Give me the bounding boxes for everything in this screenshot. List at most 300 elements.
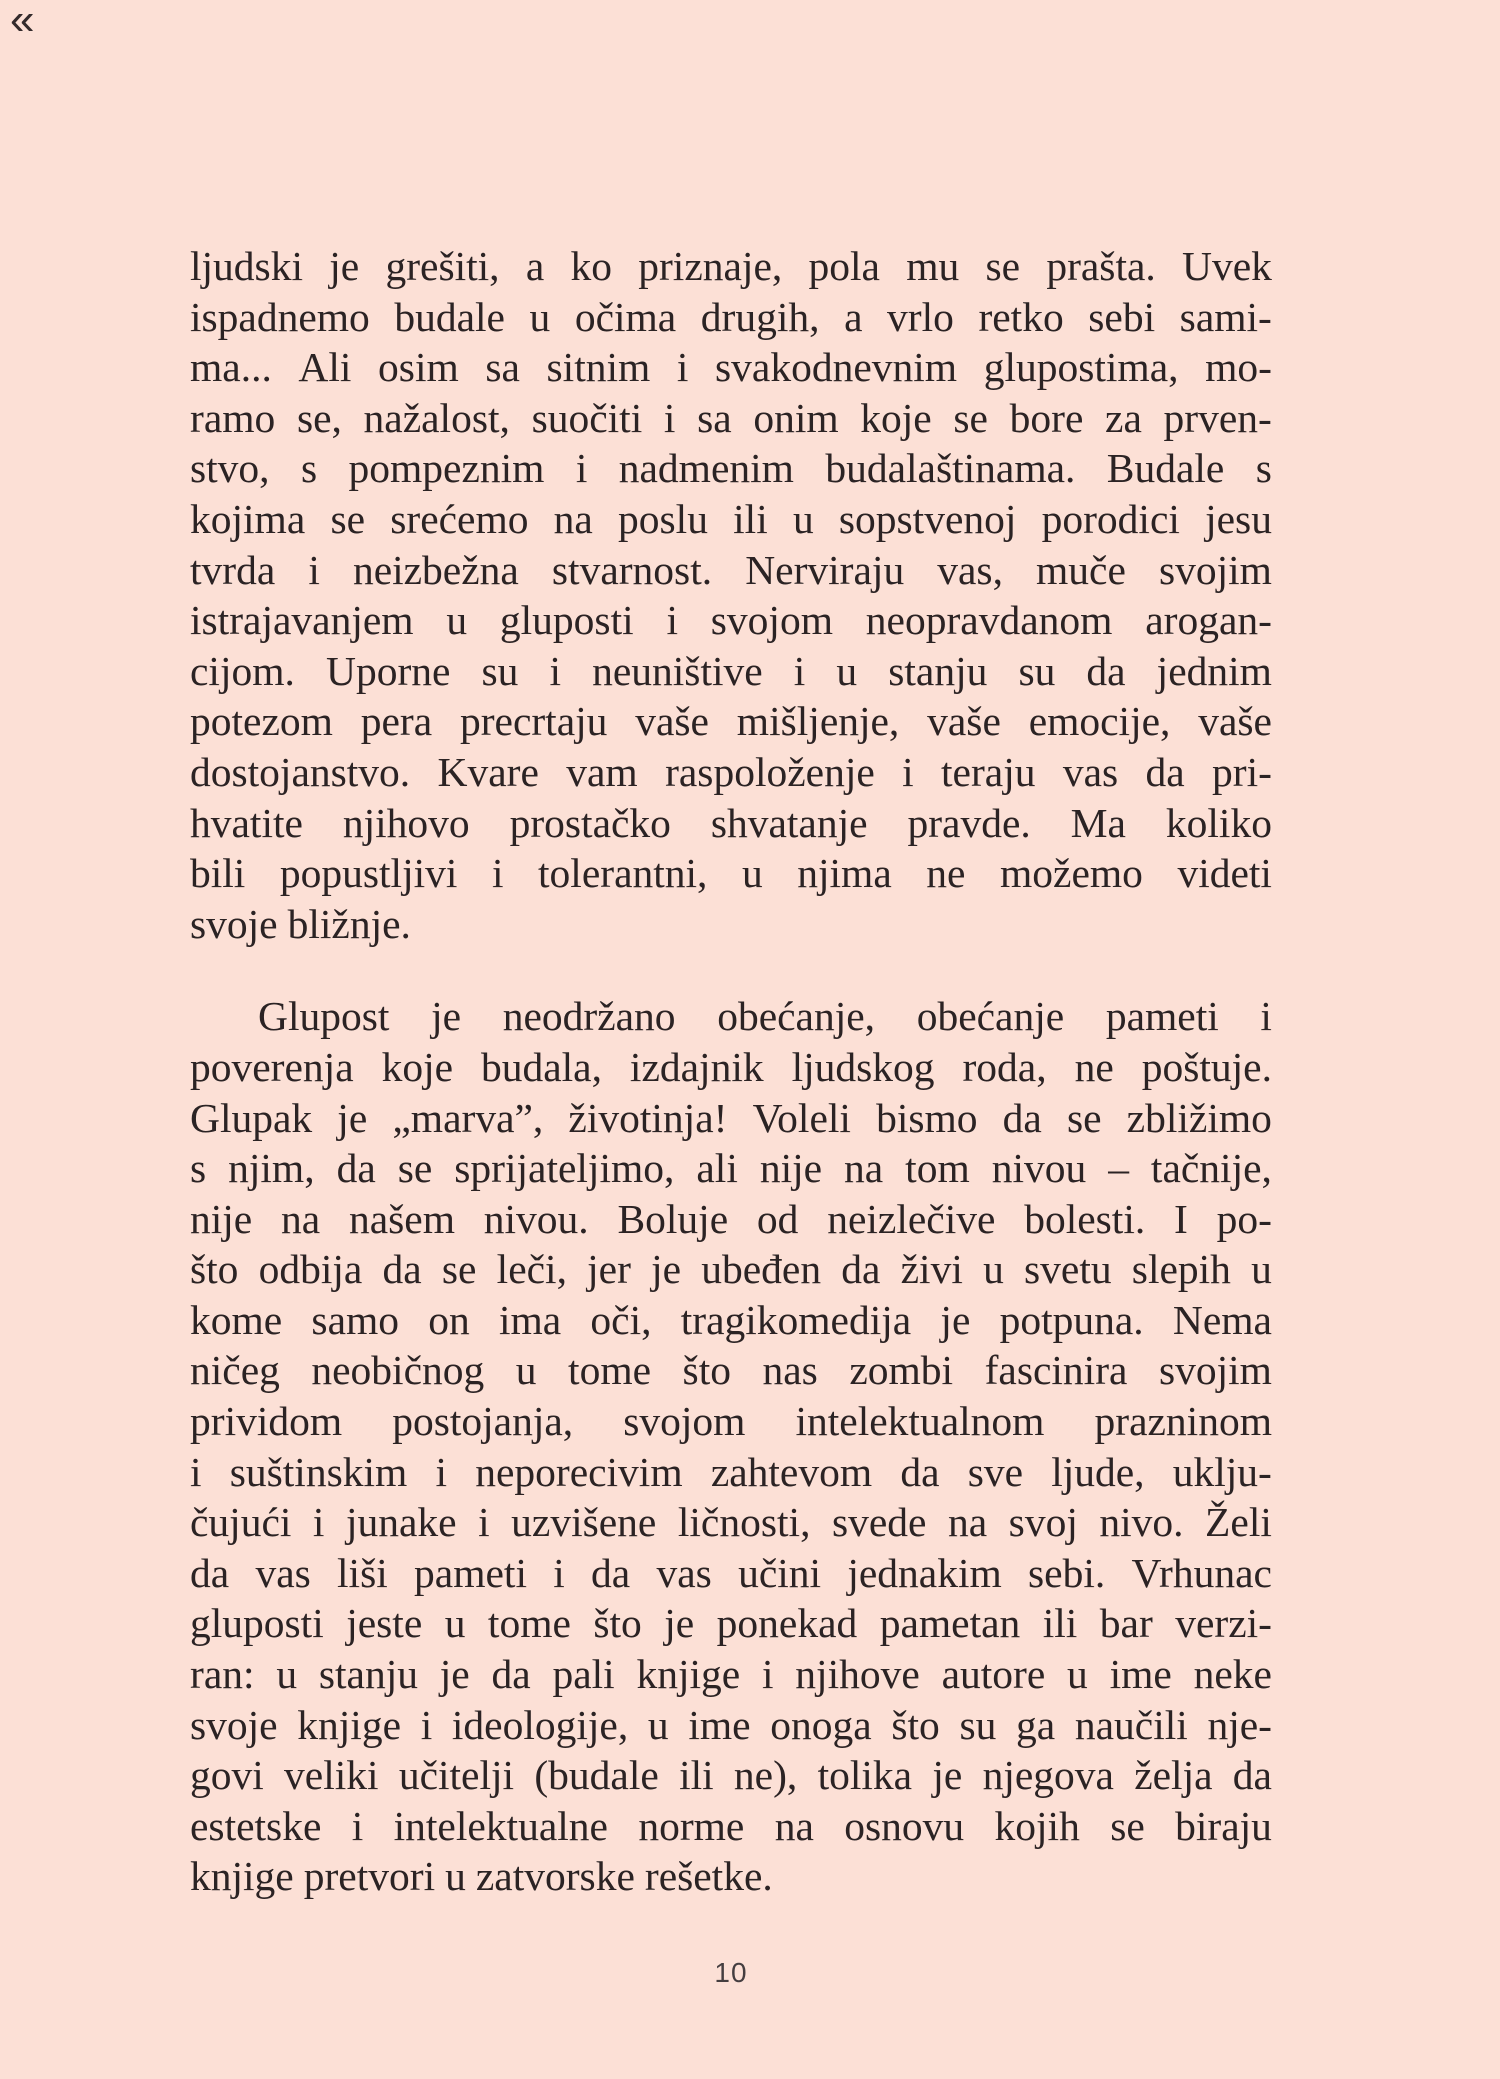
word: od [756,1195,799,1242]
word: nivou. [483,1195,589,1242]
word: verzi- [1175,1600,1272,1647]
word: na [947,1499,988,1546]
word: i [435,1448,448,1495]
word: knjige [297,1701,402,1748]
word: emocije, [1028,698,1171,745]
word: se [953,394,988,441]
word: i [666,597,678,644]
word: prazninom [1094,1398,1272,1445]
word: koje [381,1043,454,1090]
word: ran: [190,1651,255,1698]
word: onim [753,394,839,441]
word: zbližimo [1126,1094,1272,1141]
text-line [190,1497,1272,1548]
word: neporecivim [475,1448,683,1495]
word: kome [190,1296,283,1343]
word: da [336,1145,376,1192]
word: bar [1099,1600,1153,1647]
word: stanju [318,1651,418,1698]
text-line [190,991,1272,1042]
word: svede [831,1499,927,1546]
word: sopstvenoj [838,495,1017,542]
word: njim, [228,1145,315,1192]
word: na [281,1195,321,1242]
word: u [792,495,814,542]
text-line [190,1851,1272,1902]
word: u [515,1347,537,1394]
word: tome [568,1347,652,1394]
word: se [985,243,1021,289]
word: ramo [190,394,276,441]
word: muče [1036,546,1126,593]
word: da [190,1549,230,1596]
word: njegova [982,1752,1114,1799]
word: svojim [1158,546,1272,593]
word: neodržano [502,993,676,1040]
word: onoga [770,1701,872,1748]
word: sprijateljimo, [454,1145,675,1192]
text-line [190,595,1272,646]
word: su [959,1701,997,1748]
word: su [481,647,519,694]
word: se, [296,394,342,441]
word: ime [1109,1651,1172,1698]
word: videti [1177,850,1272,897]
word: suštinskim [229,1448,408,1495]
word: mo- [1205,344,1272,391]
back-icon: « [10,0,35,44]
word: popustljivi [279,850,458,897]
word: obećanje [916,993,1065,1040]
text-line [190,798,1272,849]
word: govi [190,1752,264,1799]
word: što [190,1246,239,1293]
word: neuništive [592,647,763,694]
word: tome [487,1600,571,1647]
word: i [351,1802,364,1849]
text-line [190,1295,1272,1346]
word: Ali [298,344,352,391]
word: stvo, [190,445,270,492]
word: jeste [346,1600,423,1647]
word: koje [860,394,932,441]
word: učitelji [398,1752,515,1799]
word: neizlečive [827,1195,996,1242]
word: istrajavanjem [190,597,414,644]
word: liši [337,1549,388,1596]
word: ponekad [716,1600,858,1647]
word: i [676,344,689,391]
word: Uvek [1182,243,1272,289]
word: tačnije, [1150,1145,1272,1192]
word: pera [360,698,433,745]
text-line [190,899,1272,950]
word: a [525,243,545,289]
text-line [190,1801,1272,1852]
word: zahtevom [710,1448,873,1495]
word: našem [348,1195,455,1242]
word: se [1066,1094,1102,1141]
word: potpuna. [999,1296,1144,1343]
word: i [491,850,504,897]
text-line [190,1093,1272,1144]
word: leči, [496,1246,567,1293]
word: se [330,495,366,542]
word: estetske [190,1802,322,1849]
word: budala, [480,1043,602,1090]
text-line [190,646,1272,697]
text-line [190,393,1272,444]
word: grešiti, [385,243,500,289]
word: intelektualnom [795,1398,1045,1445]
word: je [932,1752,963,1799]
word: se [441,1246,477,1293]
word: ima [498,1296,562,1343]
word: zatvorske [475,1853,635,1900]
word: čujući [190,1499,292,1546]
text-line [190,1345,1272,1396]
word: se [1110,1802,1145,1849]
word: na [844,1145,884,1192]
word: arogan- [1145,597,1272,644]
word: njihove [795,1651,920,1698]
word: na [553,495,593,542]
word: s [190,1145,207,1192]
word: da [1086,647,1126,694]
word: što [593,1600,642,1647]
word: tvrda [190,546,276,593]
word: ko [570,243,612,289]
word: u [276,1651,298,1698]
text-line [190,747,1272,798]
word: i [308,546,320,593]
word: očima [574,293,677,340]
word: vaše [635,698,709,745]
word: ali [696,1145,738,1192]
word: norme [638,1802,745,1849]
text-line [190,1194,1272,1245]
word: je [664,1600,695,1647]
word: poslu [618,495,708,542]
word: nivo. [1099,1499,1184,1546]
word: pretvori [303,1853,436,1900]
word: koliko [1165,799,1272,846]
word: su [1018,647,1056,694]
word: bolesti. [1024,1195,1146,1242]
word: u [741,850,763,897]
word: bore [1009,394,1084,441]
word: u [647,1701,669,1748]
word: u [836,647,858,694]
text-line [190,1244,1272,1295]
word: biraju [1175,1802,1272,1849]
word: kojih [994,1802,1080,1849]
word: Boluje [617,1195,729,1242]
page-number: 10 [714,1957,748,1988]
word: neke [1193,1651,1272,1698]
page-text [190,241,1272,1902]
word: poštuje. [1141,1043,1272,1090]
word: kojima [190,495,306,542]
word: sa [485,344,520,391]
word: raspoloženje [665,748,875,795]
word: pri- [1212,748,1272,795]
word: učini [738,1549,822,1596]
word: nas [762,1347,818,1394]
word: (budale [534,1752,659,1799]
word: on [428,1296,470,1343]
word: ga [1016,1701,1056,1748]
word: pompeznim [348,445,545,492]
text-line [190,443,1272,494]
word: bližnje. [287,900,411,947]
word: prividom [190,1398,343,1445]
word: u [983,1246,1004,1293]
word: u [529,293,551,340]
word: i [575,445,588,492]
word: oči, [590,1296,652,1343]
word: Želi [1205,1499,1272,1546]
text-line [190,494,1272,545]
word: ničeg [190,1347,280,1394]
word: u [1251,1246,1272,1293]
word: cijom. [190,647,295,694]
word: junake [345,1499,457,1546]
word: tragikomedija [680,1296,912,1343]
word: glupostima, [983,344,1179,391]
word: je [439,1651,470,1698]
text-line [190,1447,1272,1498]
word: svoje [190,1701,278,1748]
text-line [190,1143,1272,1194]
word: vaše [927,698,1001,745]
word: nažalost, [363,394,510,441]
word: je [651,1246,682,1293]
word: shvatanje [710,799,868,846]
word: gluposti [499,597,634,644]
word: hvatite [190,799,303,846]
word: drugih, [700,293,820,340]
text-line [190,1700,1272,1751]
word: porodici [1041,495,1180,542]
word: u [444,1600,466,1647]
word: vas [1062,748,1119,795]
word: odbija [258,1246,363,1293]
word: ljudskog [791,1043,935,1090]
word: prostačko [509,799,671,846]
word: što [682,1347,731,1394]
word: ispadnemo [190,293,370,340]
word: priznaje, [638,243,783,289]
word: prašta. [1046,243,1156,289]
word: ubeđen [701,1246,822,1293]
word: Uporne [325,647,451,694]
word: retko [978,293,1064,340]
word: gluposti [190,1600,324,1647]
word: svojom [710,597,833,644]
word: i [190,1448,202,1495]
word: da [491,1651,531,1698]
word: njima [797,850,892,897]
word: svoj [1008,1499,1078,1546]
word: i [761,1651,774,1698]
word: izdajnik [629,1043,764,1090]
word: „marva”, [392,1094,544,1141]
word: u [446,597,468,644]
word: uzvišene [511,1499,657,1546]
word: srećemo [390,495,529,542]
word: Voleli [752,1094,851,1141]
word: neizbežna [352,546,519,593]
paragraph [190,991,1272,1902]
word: i [549,647,562,694]
word: za [1105,394,1142,441]
word: i [478,1499,490,1546]
word: bismo [876,1094,978,1141]
word: samo [311,1296,400,1343]
word: i [1260,993,1272,1040]
word: pametan [879,1600,1021,1647]
word: ili [1042,1600,1078,1647]
word: Vrhunac [1131,1549,1272,1596]
word: i [902,748,914,795]
word: da [1002,1094,1042,1141]
word: Nerviraju [745,546,905,593]
word: budalaštinama. [825,445,1076,492]
word: tolika [817,1752,913,1799]
text-line [190,848,1272,899]
word: pameti [1105,993,1219,1040]
word: ličnosti, [677,1499,811,1546]
word: Glupost [258,993,390,1040]
word: ljudski [190,243,303,289]
word: da [900,1448,940,1495]
word: sami- [1179,293,1272,340]
word: ili [679,1752,714,1799]
word: stvarnost. [551,546,713,593]
word: po- [1216,1195,1272,1242]
word: svojom [623,1398,746,1445]
word: jednim [1156,647,1272,694]
text-line [190,1396,1272,1447]
text-line [190,241,1272,292]
word: potezom [190,698,333,745]
word: i [312,1499,325,1546]
text-line [190,292,1272,343]
word: osnovu [844,1802,965,1849]
word: sebi. [1028,1549,1106,1596]
word: zombi [849,1347,954,1394]
text-line [190,545,1272,596]
word: je [431,993,462,1040]
word: mišljenje, [736,698,900,745]
word: Ma [1070,799,1126,846]
word: nije [190,1195,253,1242]
word: sebi [1088,293,1156,340]
word: ma... [190,344,272,391]
word: je [337,1094,368,1141]
word: Nema [1172,1296,1272,1343]
word: živi [900,1246,963,1293]
word: i [420,1701,433,1748]
word: neobičnog [311,1347,485,1394]
word: jednakim [847,1549,1002,1596]
word: I [1174,1195,1188,1242]
word: i [793,647,806,694]
word: je [940,1296,971,1343]
word: bili [190,850,246,897]
word: nadmenim [618,445,794,492]
word: jer [587,1246,631,1293]
word: autore [941,1651,1046,1698]
word: vas [656,1549,712,1596]
word: na [774,1802,814,1849]
word: prven- [1163,394,1272,441]
word: svakodnevnim [715,344,958,391]
word: da [382,1246,422,1293]
word: želja [1134,1752,1213,1799]
word: a [844,293,863,340]
back-button[interactable] [6,0,38,46]
word: da [591,1549,631,1596]
word: njihovo [342,799,470,846]
word: ideologije, [451,1701,629,1748]
word: – [1108,1145,1129,1192]
word: rešetke. [644,1853,773,1900]
word: svojim [1158,1347,1272,1394]
word: vrlo [887,293,954,340]
word: teraju [941,748,1036,795]
word: se [397,1145,433,1192]
word: vas, [937,546,1003,593]
word: obećanje, [717,993,876,1040]
word: i [663,394,676,441]
word: pravde. [907,799,1031,846]
word: ili [733,495,768,542]
word: što [891,1701,940,1748]
word: vaše [1198,698,1272,745]
word: ne), [733,1752,798,1799]
word: je [329,243,360,289]
word: slepih [1131,1246,1231,1293]
word: neopravdanom [865,597,1113,644]
word: ne [1074,1043,1114,1090]
word: u [1067,1651,1088,1698]
text-line [190,1649,1272,1700]
word: fascinira [984,1347,1128,1394]
text-line [190,1598,1272,1649]
word: precrtaju [459,698,608,745]
word: tolerantni, [538,850,708,897]
word: ime [688,1701,751,1748]
text-line [190,1548,1272,1599]
word: pameti [414,1549,527,1596]
word: vas [255,1549,311,1596]
word: nije [759,1145,823,1192]
word: tom [905,1145,970,1192]
word: u [445,1853,466,1900]
word: jesu [1205,495,1272,542]
word: stanju [888,647,988,694]
word: ljude, [1051,1448,1145,1495]
word: Kvare [437,748,539,795]
word: nje- [1207,1701,1272,1748]
word: osim [378,344,459,391]
word: pali [552,1651,615,1698]
word: Glupak [190,1094,313,1141]
word: poverenja [190,1043,354,1090]
word: uklju- [1172,1448,1272,1495]
